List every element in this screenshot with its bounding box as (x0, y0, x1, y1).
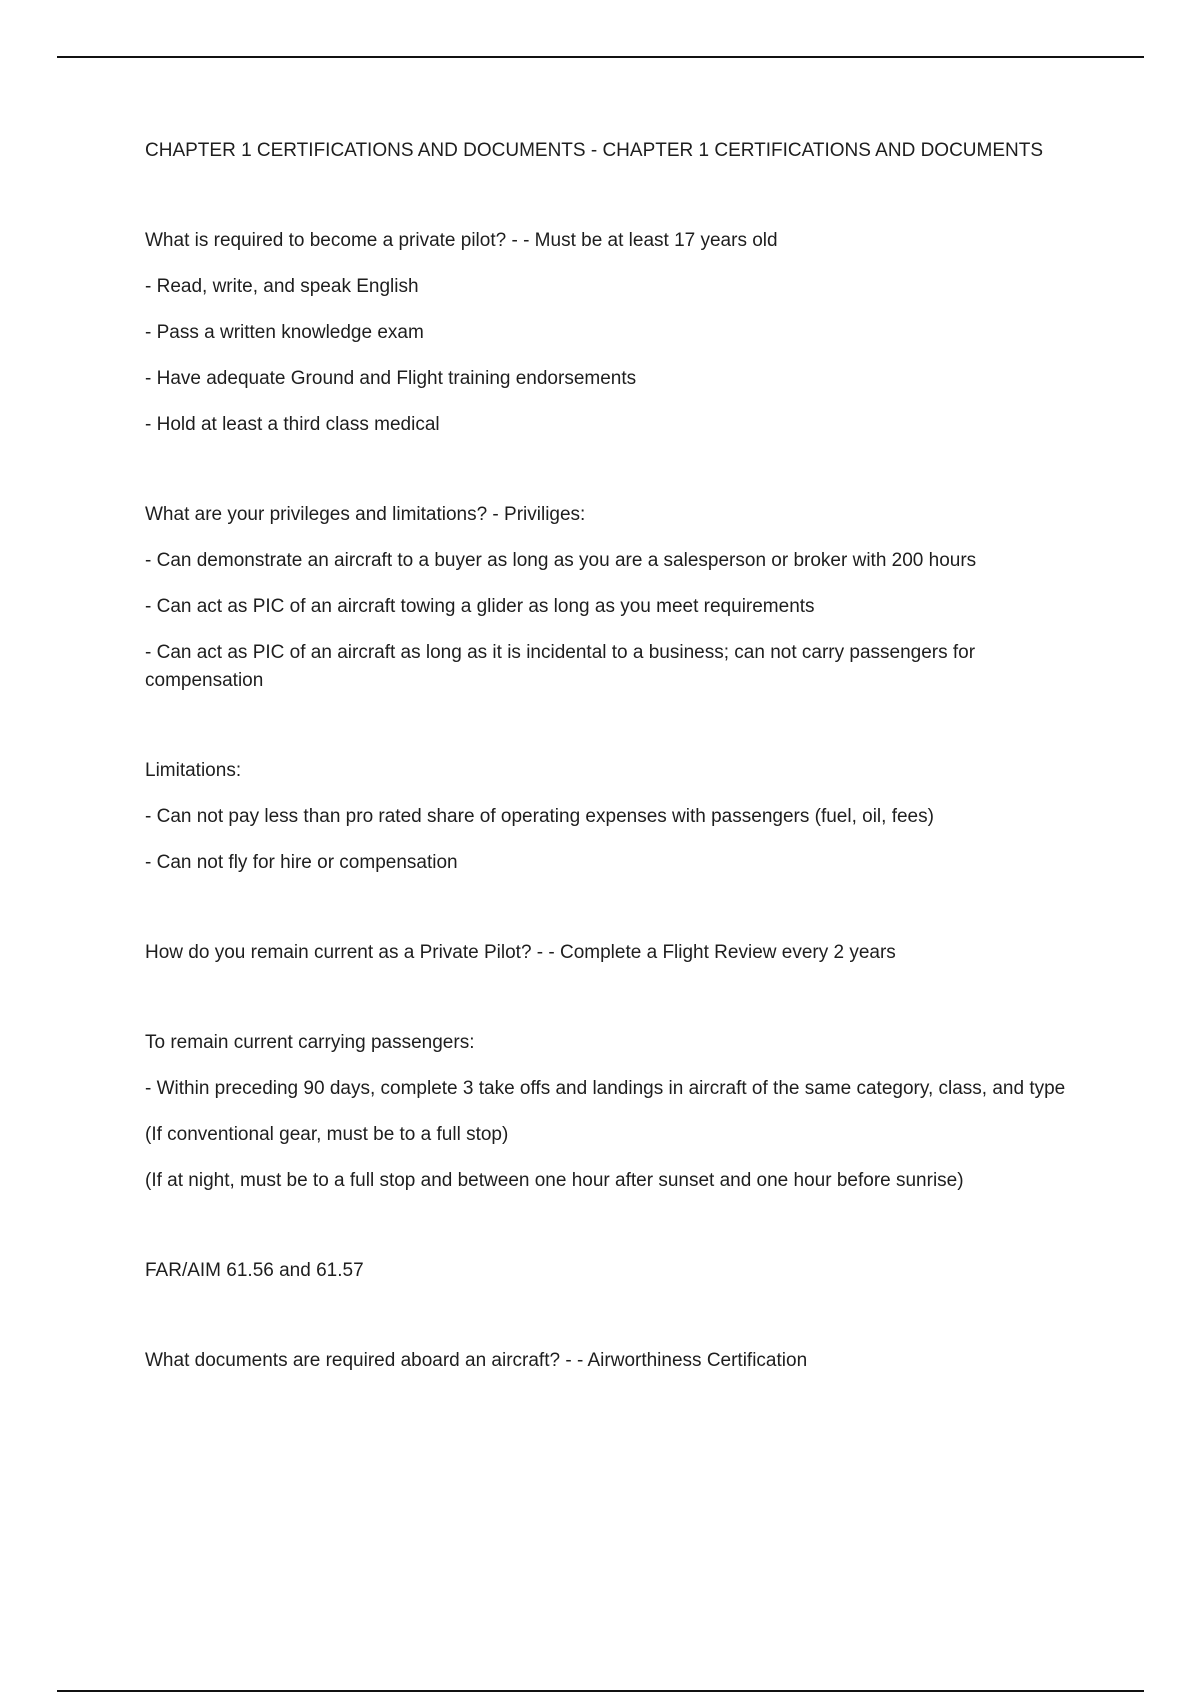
question-currency: How do you remain current as a Private Pilot? - - Complete a Flight Review every 2 years (145, 942, 896, 963)
note-item: (If at night, must be to a full stop and between one hour after sunset and one hour before sunrise) (145, 1170, 964, 1191)
document-title: CHAPTER 1 CERTIFICATIONS AND DOCUMENTS - CHAPTER 1 CERTIFICATIONS AND DOCUMENTS (145, 140, 1044, 161)
document-body (145, 137, 1090, 1393)
passenger-currency-heading: To remain current carrying passengers: (145, 1032, 475, 1053)
top-rule (57, 56, 1144, 58)
limitations-heading: Limitations: (145, 760, 242, 781)
reference-line: FAR/AIM 61.56 and 61.57 (145, 1260, 364, 1281)
list-item: - Read, write, and speak English (145, 276, 419, 297)
question-requirements: What is required to become a private pilot? - - Must be at least 17 years old (145, 230, 778, 251)
note-item: (If conventional gear, must be to a full stop) (145, 1124, 509, 1145)
list-item: - Pass a written knowledge exam (145, 322, 424, 343)
question-privileges: What are your privileges and limitations? - Priviliges: (145, 504, 586, 525)
list-item: - Can demonstrate an aircraft to a buyer as long as you are a salesperson or broker with 200 hours (145, 550, 977, 571)
list-item: - Have adequate Ground and Flight training endorsements (145, 368, 637, 389)
list-item: - Can act as PIC of an aircraft as long as it is incidental to a business; can not carry passengers for compensation (145, 642, 976, 691)
list-item: - Can not pay less than pro rated share of operating expenses with passengers (fuel, oil, fees) (145, 806, 934, 827)
question-documents: What documents are required aboard an aircraft? - - Airworthiness Certification (145, 1350, 808, 1371)
list-item: - Can act as PIC of an aircraft towing a glider as long as you meet requirements (145, 596, 815, 617)
list-item: - Hold at least a third class medical (145, 414, 440, 435)
bottom-rule (57, 1690, 1144, 1692)
list-item: - Can not fly for hire or compensation (145, 852, 458, 873)
list-item: - Within preceding 90 days, complete 3 take offs and landings in aircraft of the same category, class, and type (145, 1078, 1066, 1099)
